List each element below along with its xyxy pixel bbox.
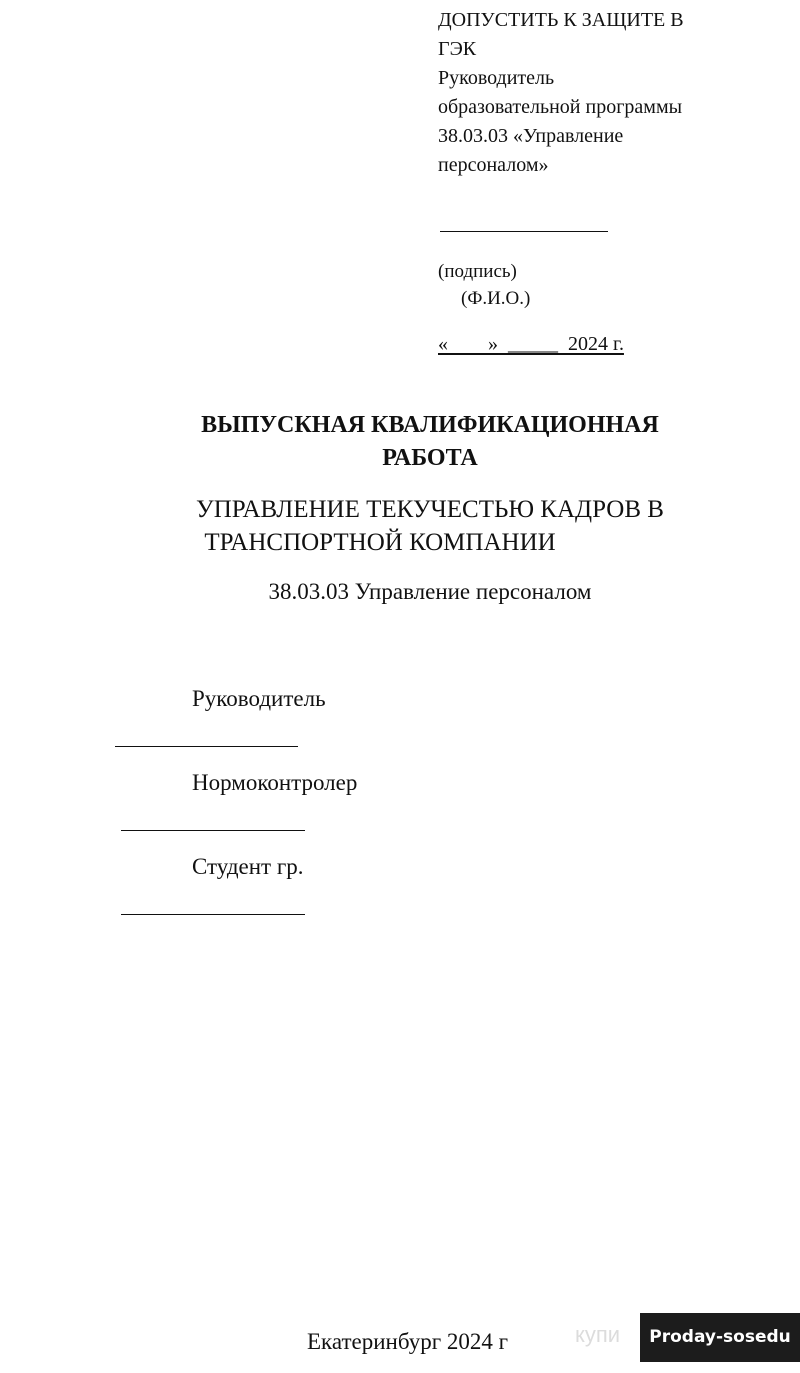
watermark-badge: Proday-sosedu xyxy=(640,1313,800,1362)
approval-line: Руководитель xyxy=(438,67,555,89)
norm-controller-label: Нормоконтролер xyxy=(192,770,358,795)
approval-line: образовательной программы xyxy=(438,96,683,118)
student-label: Студент гр. xyxy=(192,854,304,879)
approval-line: 38.03.03 «Управление xyxy=(438,125,624,147)
name-caption: (Ф.И.О.) xyxy=(461,288,531,309)
approval-line: ДОПУСТИТЬ К ЗАЩИТЕ В xyxy=(438,9,684,31)
approval-block xyxy=(438,6,778,180)
approval-line: ГЭК xyxy=(438,38,477,60)
supervisor-signature-line xyxy=(115,746,298,747)
approval-date: « » _____ 2024 г. xyxy=(438,333,624,355)
thesis-type-line-1: ВЫПУСКНАЯ КВАЛИФИКАЦИОННАЯ xyxy=(201,412,659,438)
signature-caption: (подпись) xyxy=(438,261,517,282)
norm-controller-signature-line xyxy=(121,830,305,831)
approval-signature-line xyxy=(440,231,608,232)
thesis-type-line-2: РАБОТА xyxy=(382,445,478,471)
approval-line: персоналом» xyxy=(438,154,549,176)
thesis-topic-line-2: ТРАНСПОРТНОЙ КОМПАНИИ xyxy=(204,529,556,556)
program-code: 38.03.03 Управление персоналом xyxy=(268,579,592,604)
city-year: Екатеринбург 2024 г xyxy=(307,1329,509,1354)
student-signature-line xyxy=(121,914,305,915)
watermark-faint-text: купи xyxy=(575,1322,621,1347)
supervisor-label: Руководитель xyxy=(192,686,326,711)
thesis-topic-line-1: УПРАВЛЕНИЕ ТЕКУЧЕСТЬЮ КАДРОВ В xyxy=(196,496,664,523)
